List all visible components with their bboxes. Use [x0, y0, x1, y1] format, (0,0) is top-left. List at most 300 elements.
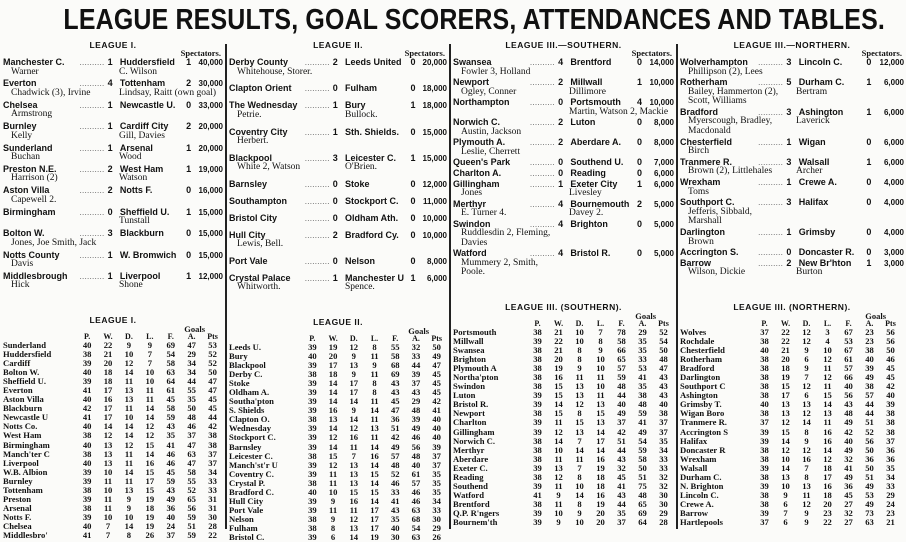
table-cell: 18 — [328, 369, 338, 380]
away-scorers — [561, 128, 671, 138]
table-cell: 22 — [208, 529, 217, 540]
table-cell: 12 — [124, 439, 134, 450]
table-cell: 14 — [349, 414, 359, 425]
table-cell: 38 — [533, 471, 542, 482]
table-cell: 65 — [187, 493, 196, 504]
table-cell: 11 — [370, 351, 379, 362]
table-cell: 59 — [638, 408, 647, 419]
table-column-header: A. — [865, 319, 874, 328]
table-cell: 37 — [187, 430, 196, 441]
home-goals: 0 — [558, 168, 564, 179]
table-cell: 32 — [844, 453, 853, 464]
table-cell: 18 — [596, 480, 605, 491]
table-cell: 11 — [370, 432, 379, 443]
table-cell: 8 — [804, 471, 809, 482]
table-cell: 52 — [865, 426, 874, 437]
table-cell: 43 — [166, 484, 176, 495]
table-cell: 38 — [865, 345, 874, 356]
table-cell: 54 — [166, 349, 176, 360]
away-team: Lincoln C. — [798, 57, 843, 67]
attendance: 8,000 — [653, 118, 674, 128]
table-cell: 40 — [82, 367, 92, 378]
table-cell: 7 — [105, 529, 111, 540]
table-cell: 12 — [145, 421, 155, 432]
home-team: Clapton Orient — [229, 83, 292, 94]
table-cell: 13 — [349, 459, 359, 470]
attendance: 6,000 — [883, 157, 905, 167]
table-cell: 11 — [103, 502, 113, 513]
table-heading: LEAGUE III. (SOUTHERN). — [505, 302, 622, 312]
table-cell: 51 — [865, 471, 874, 482]
table-cell: 37 — [617, 516, 626, 527]
home-scorers: Jones — [461, 188, 483, 199]
home-goals: 1 — [332, 272, 338, 283]
away-goals: 0 — [410, 212, 416, 223]
team-name: Hull City — [229, 495, 264, 506]
away-team: Millwall — [570, 77, 603, 88]
match-result — [680, 58, 904, 77]
table-cell: 44 — [411, 360, 421, 371]
away-team: W. Bromwich — [119, 249, 177, 260]
leader-dots: .......... — [304, 179, 330, 190]
home-goals: 2 — [107, 185, 113, 196]
home-team: Bristol City — [229, 212, 278, 223]
attendance: 40,000 — [198, 58, 223, 67]
match-result — [453, 180, 674, 199]
table-cell: 11 — [596, 390, 605, 401]
table-cell: 57 — [844, 363, 853, 374]
leader-dots: .......... — [529, 117, 555, 128]
table-column-header: W. — [103, 332, 113, 341]
table-cell: 19 — [596, 462, 605, 473]
table-cell: 7 — [105, 520, 111, 531]
away-team: Sheffield U. — [119, 206, 170, 217]
team-name: N. Brighton — [680, 480, 724, 491]
home-goals: 1 — [558, 178, 564, 189]
home-scorers: Myerscough, Bradley, Macdonald — [688, 116, 773, 136]
table-cell: 14 — [328, 396, 338, 407]
table-cell: 19 — [145, 520, 155, 531]
table-cell: 19 — [145, 511, 155, 522]
away-goals: 0 — [866, 136, 872, 147]
table-cell: 61 — [411, 468, 421, 479]
match-result — [229, 274, 447, 293]
table-cell: 17 — [370, 522, 379, 533]
table-cell: 26 — [432, 531, 441, 542]
attendance: 6,000 — [883, 107, 905, 117]
attendance: 19,000 — [198, 164, 223, 174]
table-cell: 6 — [783, 516, 788, 527]
match-result — [453, 220, 674, 249]
home-team: Coventry City — [229, 126, 288, 137]
table-cell: 39 — [308, 387, 317, 398]
away-goals: 0 — [866, 227, 872, 238]
home-team: Derby County — [229, 57, 289, 67]
table-cell: 9 — [577, 507, 582, 518]
leader-dots: .......... — [79, 249, 105, 260]
table-cell: 40 — [82, 520, 92, 531]
table-cell: 13 — [103, 439, 113, 450]
table-cell: 39 — [760, 462, 769, 473]
away-team: Liverpool — [119, 270, 161, 281]
table-cell: 46 — [411, 432, 421, 443]
home-goals: 1 — [107, 142, 113, 153]
attendance: 6,000 — [883, 78, 905, 88]
table-cell: 50 — [638, 462, 647, 473]
team-name: Watford — [453, 489, 485, 500]
table-cell: 43 — [659, 390, 668, 401]
home-scorers: Chadwick (3), Irvine — [11, 87, 91, 98]
table-cell: 17 — [349, 387, 359, 398]
away-team: Leeds United — [344, 57, 402, 67]
table-cell: 14 — [554, 399, 563, 410]
table-cell: 12 — [802, 498, 811, 509]
away-goals: 0 — [186, 249, 192, 260]
table-cell: 56 — [886, 327, 895, 337]
team-name: Middlesbro' — [3, 529, 48, 540]
away-goals: 1 — [410, 100, 416, 111]
away-team: Bradford Cy. — [344, 229, 399, 240]
table-cell: 14 — [823, 399, 832, 410]
home-goals: 0 — [107, 206, 113, 217]
match-result — [453, 98, 674, 117]
table-cell: 49 — [844, 444, 853, 455]
home-goals: 0 — [786, 247, 792, 258]
table-cell: 40 — [82, 439, 92, 450]
away-goals: 0 — [186, 99, 192, 110]
table-column-header: F. — [845, 319, 852, 328]
table-cell: 11 — [329, 504, 338, 515]
table-cell: 21 — [103, 349, 113, 360]
table-cell: 29 — [886, 489, 895, 500]
attendance: 10,000 — [422, 230, 447, 240]
table-cell: 44 — [208, 412, 217, 423]
home-goals: 0 — [558, 157, 564, 168]
leader-dots: .......... — [304, 57, 330, 67]
table-cell: 15 — [349, 486, 359, 497]
table-cell: 8 — [330, 522, 336, 533]
home-team: Aston Villa — [3, 185, 50, 196]
team-name: Portsmouth — [453, 327, 497, 337]
table-cell: 40 — [432, 423, 441, 434]
table-cell: 14 — [124, 466, 134, 477]
table-cell: 37 — [432, 450, 441, 461]
team-name: Liverpool — [3, 457, 39, 468]
table-cell: 13 — [349, 522, 359, 533]
table-cell: 61 — [844, 354, 853, 365]
table-cell: 30 — [208, 511, 217, 522]
table-cell: 32 — [659, 471, 668, 482]
table-cell: 9 — [351, 405, 356, 416]
home-scorers: Harrison (2) — [11, 173, 58, 184]
table-cell: 67 — [844, 345, 853, 356]
home-goals: 1 — [107, 57, 113, 67]
table-cell: 21 — [781, 345, 790, 356]
team-name: Plymouth A — [453, 363, 497, 374]
home-goals: 3 — [107, 228, 113, 239]
attendance: 18,000 — [422, 84, 447, 94]
table-cell: 31 — [208, 493, 217, 504]
team-name: Sheffield U. — [3, 376, 46, 387]
table-cell: 11 — [554, 417, 563, 428]
table-cell: 15 — [370, 486, 379, 497]
away-scorers: Burton — [796, 267, 823, 278]
attendance: 6,000 — [426, 273, 447, 283]
leader-dots: .......... — [529, 178, 555, 189]
home-team: Northampton — [453, 97, 510, 108]
table-cell: 16 — [823, 435, 832, 446]
table-cell: 51 — [617, 435, 626, 446]
table-cell: 49 — [865, 372, 874, 383]
home-team: Everton — [3, 78, 37, 89]
table-cell: 14 — [370, 459, 379, 470]
table-cell: 9 — [556, 516, 561, 527]
home-team: Barnsley — [229, 179, 268, 190]
table-cell: 56 — [187, 502, 196, 513]
home-team: Charlton A. — [453, 168, 502, 179]
match-result — [229, 180, 447, 190]
table-cell: 38 — [638, 390, 647, 401]
league-table — [680, 302, 904, 527]
table-cell: 14 — [145, 448, 155, 459]
league-column — [680, 38, 904, 533]
table-cell: 7 — [804, 462, 809, 473]
match-result — [3, 251, 223, 270]
table-cell: 55 — [390, 342, 400, 352]
table-heading: LEAGUE I. — [89, 315, 137, 325]
table-cell: 33 — [208, 484, 217, 495]
table-cell: 42 — [82, 403, 92, 414]
table-cell: 38 — [760, 390, 769, 401]
away-team: Ashington — [798, 106, 844, 117]
table-cell: 32 — [411, 342, 421, 352]
leader-dots: .......... — [529, 77, 555, 88]
table-cell: 43 — [390, 504, 400, 515]
team-name: Nelson — [229, 513, 254, 524]
team-name: Wrexham — [680, 453, 717, 464]
home-scorers: Mummery 2, Smith, Poole. — [461, 257, 539, 278]
table-cell: 75 — [638, 480, 647, 491]
table-cell: 47 — [187, 340, 196, 350]
table-cell: 13 — [596, 417, 605, 428]
team-name: Port Vale — [229, 504, 264, 515]
table-cell: 10 — [596, 381, 605, 392]
away-goals: 0 — [636, 137, 642, 148]
home-scorers: Kelly — [11, 130, 33, 141]
table-cell: 9 — [804, 507, 809, 518]
team-name: Brighton — [453, 354, 486, 365]
table-cell: 14 — [781, 462, 790, 473]
table-cell: 30 — [390, 531, 400, 542]
table-cell: 47 — [208, 376, 217, 387]
table-cell: 13 — [328, 414, 338, 425]
table-column-header: A. — [187, 332, 196, 341]
table-cell: 51 — [865, 417, 874, 428]
table-cell: 38 — [760, 363, 769, 374]
team-name: Swansea — [453, 345, 485, 356]
away-team: Luton — [570, 117, 596, 128]
table-cell: 56 — [865, 435, 874, 446]
table-cell: 59 — [166, 412, 176, 423]
table-column-header: P. — [309, 334, 316, 343]
away-scorers: Spence. — [345, 282, 375, 293]
away-scorers: O'Brien. — [345, 162, 378, 173]
table-cell: 23 — [865, 327, 874, 337]
table-cell: 23 — [886, 507, 895, 518]
away-team: Exeter City — [570, 178, 618, 189]
table-cell: 67 — [844, 327, 853, 337]
away-scorers: Livesley — [569, 188, 602, 199]
table-cell: 9 — [556, 489, 561, 500]
table-cell: 39 — [308, 378, 317, 389]
team-name: Ashington — [680, 390, 718, 401]
table-cell: 37 — [760, 516, 769, 527]
table-cell: 69 — [166, 340, 176, 350]
attendance: 18,000 — [422, 101, 447, 111]
table-cell: 9 — [126, 493, 132, 504]
table-cell: 39 — [308, 504, 317, 515]
table-cell: 12 — [124, 358, 134, 369]
table-cell: 39 — [308, 423, 317, 434]
table-cell: 14 — [124, 520, 134, 531]
away-team: Portsmouth — [570, 97, 621, 108]
away-scorers — [788, 238, 898, 248]
table-cell: 38 — [208, 439, 217, 450]
table-cell: 10 — [103, 484, 113, 495]
table-cell: 14 — [370, 405, 379, 416]
team-name: West Ham — [3, 430, 42, 441]
table-cell: 14 — [145, 412, 155, 423]
table-cell: 49 — [865, 480, 874, 491]
table-cell: 9 — [372, 360, 377, 371]
table-cell: 52 — [390, 468, 400, 479]
table-cell: 7 — [147, 358, 152, 369]
table-cell: 33 — [659, 462, 668, 473]
leader-dots: .......... — [79, 206, 105, 217]
team-name: Burnley — [3, 475, 33, 486]
leader-dots: .......... — [304, 152, 330, 163]
table-cell: 14 — [124, 367, 134, 378]
table-cell: 10 — [103, 511, 113, 522]
attendance: 15,000 — [198, 229, 223, 239]
team-name: Bolton W. — [3, 367, 40, 378]
team-name: Wolves — [680, 327, 707, 337]
table-cell: 59 — [638, 444, 647, 455]
table-cell: 10 — [575, 336, 584, 347]
table-cell: 23 — [823, 507, 832, 518]
table-cell: 8 — [577, 471, 582, 482]
away-scorers: Archer — [796, 166, 823, 177]
spectators-label: Spectators. — [861, 48, 902, 58]
table-cell: 38 — [533, 363, 542, 374]
table-cell: 22 — [781, 327, 790, 337]
home-scorers: Buchan — [11, 152, 41, 163]
leader-dots: .......... — [304, 83, 330, 94]
table-cell: 37 — [166, 529, 176, 540]
table-cell: 28 — [659, 516, 668, 527]
table-cell: 38 — [308, 450, 317, 461]
team-name: Rochdale — [680, 336, 715, 347]
table-cell: 35 — [432, 468, 441, 479]
away-scorers — [788, 68, 898, 78]
table-cell: 8 — [577, 498, 582, 509]
table-cell: 38 — [760, 372, 769, 383]
table-cell: 49 — [844, 471, 853, 482]
table-cell: 38 — [760, 444, 769, 455]
team-name: Swindon — [453, 381, 486, 392]
table-cell: 48 — [390, 459, 400, 470]
away-team: Fulham — [344, 83, 377, 94]
table-cell: 16 — [349, 495, 359, 506]
table-cell: 9 — [598, 345, 603, 356]
away-goals: 0 — [410, 256, 416, 267]
table-cell: 22 — [554, 336, 563, 347]
table-cell: 57 — [617, 363, 626, 374]
table-cell: 6 — [783, 498, 788, 509]
table-cell: 35 — [638, 345, 647, 356]
table-cell: 35 — [886, 462, 895, 473]
table-cell: 12 — [802, 327, 811, 337]
table-cell: 17 — [145, 475, 155, 486]
attendance: 5,000 — [653, 219, 674, 229]
table-cell: 64 — [166, 376, 176, 387]
table-cell: 38 — [208, 430, 217, 441]
table-cell: 38 — [760, 354, 769, 365]
away-goals: 4 — [636, 97, 642, 108]
table-cell: 34 — [187, 367, 196, 378]
table-cell: 48 — [187, 412, 196, 423]
table-cell: 35 — [187, 394, 196, 405]
table-cell: 9 — [804, 363, 809, 374]
team-name: Crewe A. — [680, 498, 714, 509]
table-cell: 14 — [596, 426, 605, 437]
team-name: Bournem'th — [453, 516, 498, 527]
table-cell: 22 — [103, 340, 113, 350]
table-cell: 14 — [596, 444, 605, 455]
home-goals: 1 — [107, 99, 113, 110]
table-cell: 8 — [598, 336, 603, 347]
table-cell: 14 — [823, 444, 832, 455]
away-team: Sth. Shields. — [344, 126, 399, 137]
table-column-header: L. — [146, 332, 154, 341]
table-cell: 36 — [844, 480, 853, 491]
match-result — [3, 272, 223, 291]
match-result — [453, 200, 674, 219]
table-cell: 45 — [844, 489, 853, 500]
table-cell: 66 — [844, 372, 853, 383]
match-result — [680, 158, 904, 177]
team-name: Manch'st'r U — [229, 459, 278, 470]
table-cell: 48 — [659, 354, 668, 365]
team-name: Bristol C. — [229, 531, 265, 542]
away-scorers — [788, 147, 898, 157]
home-team: Wolverhampton — [680, 57, 748, 67]
table-cell: 13 — [781, 399, 790, 410]
table-cell: 11 — [370, 414, 379, 425]
attendance: 12,000 — [422, 180, 447, 190]
table-cell: 52 — [659, 327, 668, 337]
table-cell: 38 — [308, 477, 317, 488]
table-cell: 8 — [372, 378, 377, 389]
table-cell: 20 — [596, 507, 605, 518]
table-cell: 38 — [760, 489, 769, 500]
table-cell: 58 — [390, 351, 400, 362]
table-cell: 15 — [823, 390, 832, 401]
home-scorers: Whitworth. — [237, 282, 281, 293]
table-column-header: L. — [596, 319, 605, 328]
table-cell: 51 — [390, 423, 400, 434]
match-result — [3, 144, 223, 163]
